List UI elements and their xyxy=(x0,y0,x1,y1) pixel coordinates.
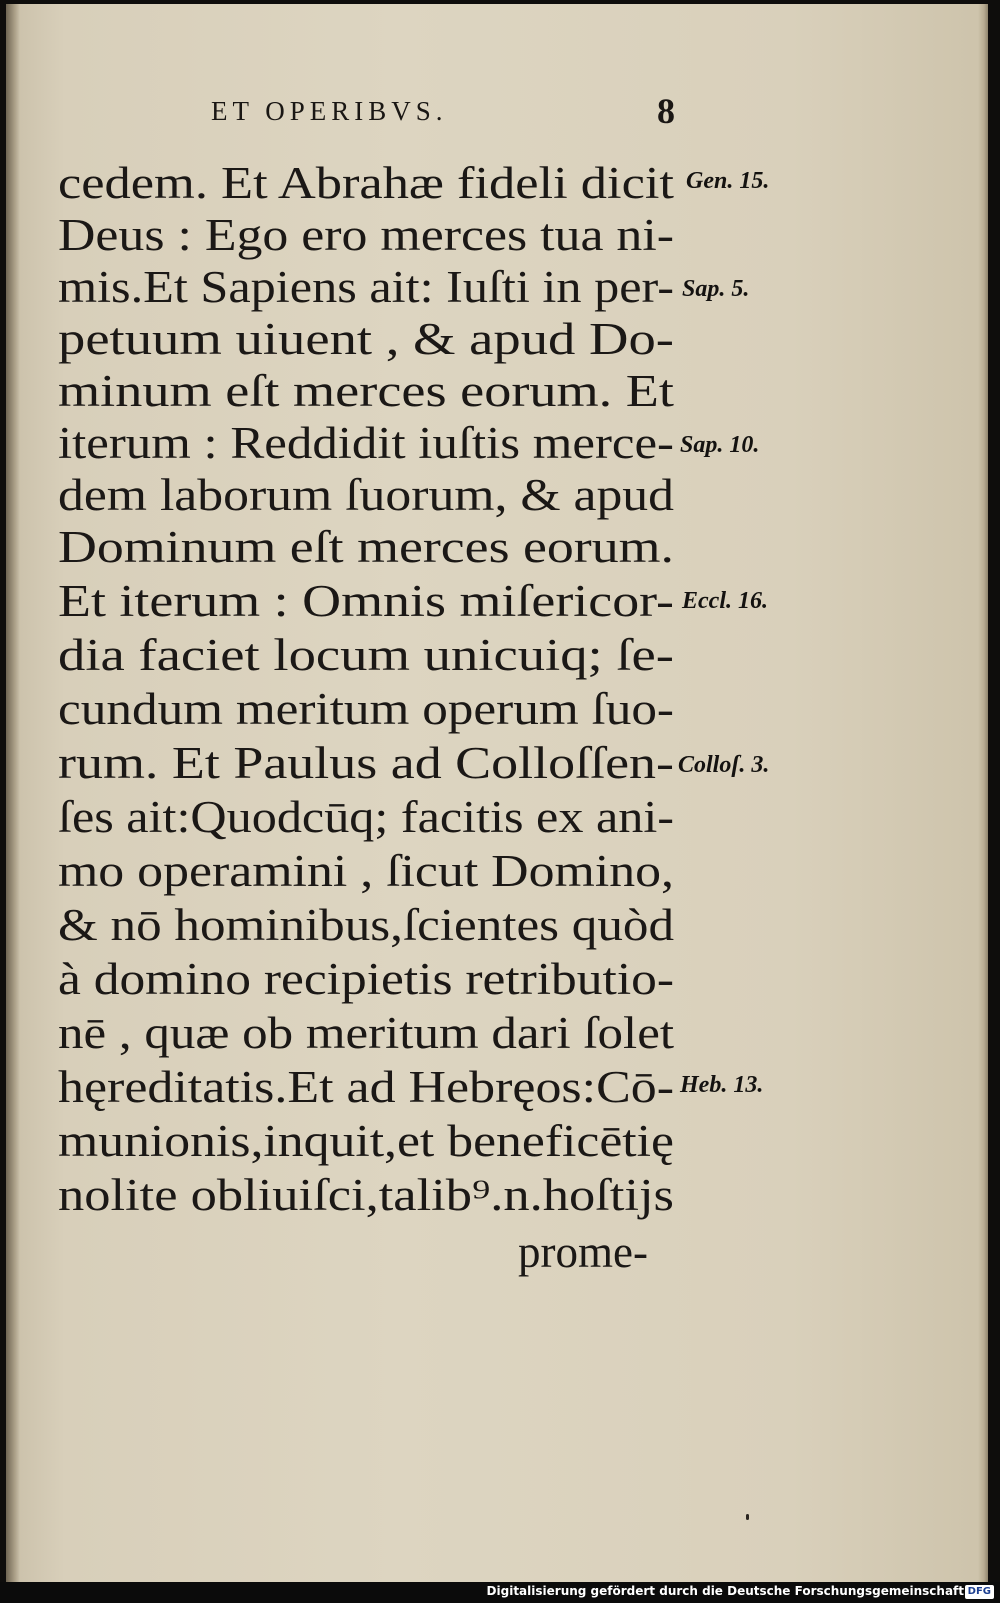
text-line: Dominum eſt merces eorum. xyxy=(58,522,674,572)
text-line: Et iterum : Omnis miſericor- xyxy=(58,576,674,626)
text-line: mo operamini , ſicut Domino, xyxy=(58,846,674,896)
funding-credit: Digitalisierung gefördert durch die Deutsche Forschungsgemeinschaft xyxy=(486,1584,964,1598)
page-gutter-shadow xyxy=(6,4,20,1582)
marginal-reference: Colloſ. 3. xyxy=(678,752,770,778)
text-line: à domino recipietis retributio- xyxy=(58,954,674,1004)
text-line: iterum : Reddidit iuſtis merce- xyxy=(58,418,674,468)
marginal-reference: Gen. 15. xyxy=(686,168,770,194)
text-line: cundum meritum operum ſuo- xyxy=(58,684,674,734)
marginal-reference: Eccl. 16. xyxy=(682,588,768,614)
marginal-reference: Sap. 5. xyxy=(682,276,750,302)
text-line: dia faciet locum unicuiq; ſe- xyxy=(58,630,674,680)
text-line: minum eſt merces eorum. Et xyxy=(58,366,674,416)
dfg-logo: DFG xyxy=(965,1585,994,1599)
text-line: nē , quæ ob meritum dari ſolet xyxy=(58,1008,674,1058)
book-page xyxy=(6,4,988,1582)
catchword: prome- xyxy=(518,1227,648,1277)
marginal-reference: Heb. 13. xyxy=(680,1072,764,1098)
page-edge-shadow xyxy=(978,4,988,1582)
text-line: petuum uiuent , & apud Do- xyxy=(58,314,674,364)
text-line: dem laborum ſuorum, & apud xyxy=(58,470,675,520)
text-line: cedem. Et Abrahæ fideli dicit xyxy=(58,158,674,208)
page-number: 8 xyxy=(657,91,675,131)
text-line: ſes ait:Quodcūq; facitis ex ani- xyxy=(58,792,674,842)
text-line: hęreditatis.Et ad Hebręos:Cō- xyxy=(58,1062,674,1112)
text-line: & nō hominibus,ſcientes quòd xyxy=(58,900,674,950)
text-line: mis.Et Sapiens ait: Iuſti in per- xyxy=(58,262,674,312)
text-line: nolite obliuiſci,talib⁹.n.hoſtijs xyxy=(58,1170,674,1220)
text-line: munionis,inquit,et beneficētię xyxy=(58,1116,674,1166)
ink-speck xyxy=(746,1514,749,1520)
running-head: ET OPERIBVS. xyxy=(211,96,448,126)
text-line: Deus : Ego ero merces tua ni- xyxy=(58,210,674,260)
marginal-reference: Sap. 10. xyxy=(680,432,760,458)
text-line: rum. Et Paulus ad Colloſſen- xyxy=(58,738,674,788)
